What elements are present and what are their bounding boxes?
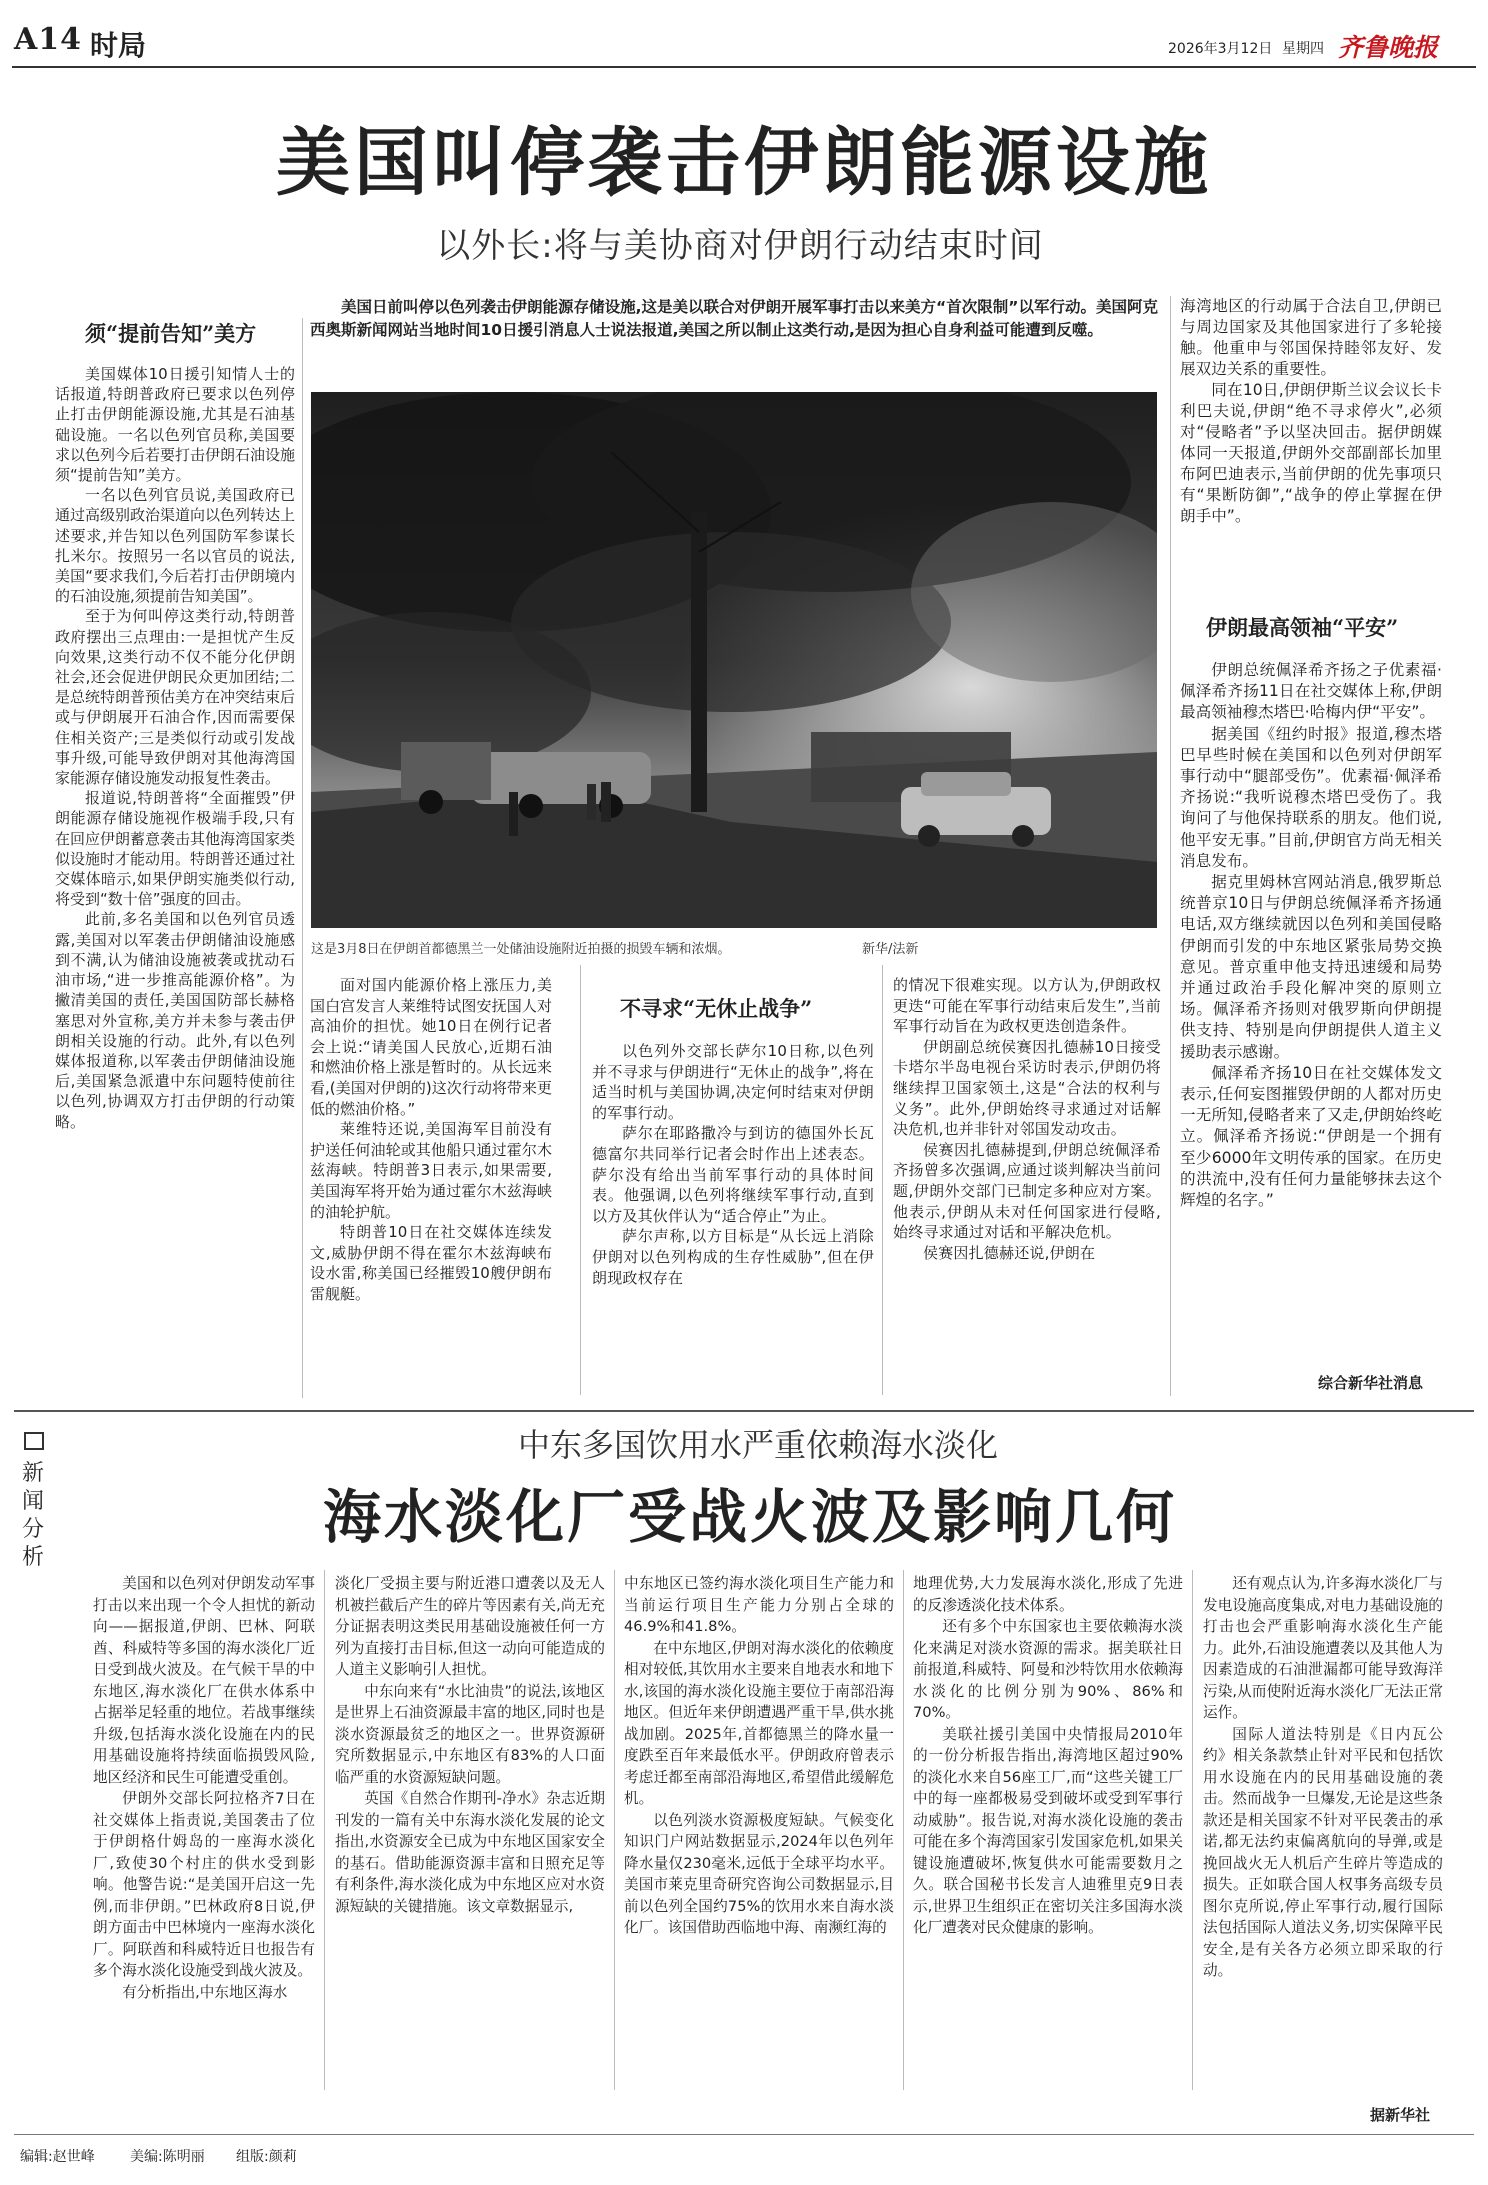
- column-e-bottom: [1180, 660, 1442, 1370]
- column-divider: [324, 1570, 325, 2090]
- subhead-leader-safe: 伊朗最高领袖“平安”: [1206, 615, 1399, 640]
- paragraph: 美国和以色列对伊朗发动军事打击以来出现一个令人担忧的新动向——据报道,伊朗、巴林、阿联酋、科威特等多国的海水淡化厂近日受到战火波及。在气候干旱的中东地区,海水淡化厂在供水体系中占据举足轻重的地位。若战事继续升级,包括海水淡化设施在内的民用基础设施将持续面临损毁风险,地区经济和民生可能遭受重创。: [93, 1575, 315, 1786]
- column-b: [310, 975, 552, 1395]
- story-source-2: 据新华社: [1370, 2106, 1431, 2124]
- paragraph: 淡化厂受损主要与附近港口遭袭以及无人机被拦截后产生的碎片等因素有关,尚无充分证据表明这类民用基础设施被任何一方列为直接打击目标,但这一动向可能造成的人道主义影响引人担忧。: [335, 1575, 605, 1678]
- issue-weekday: 星期四: [1282, 41, 1324, 57]
- analysis-column-3: [624, 1573, 894, 2091]
- analysis-column-5: [1203, 1573, 1443, 2091]
- paragraph: 美联社援引美国中央情报局2010年的一份分析报告指出,海湾地区超过90%的淡化水来自56座工厂,而“这些关键工厂中的每一座都极易受到破坏或受到军事行动威胁”。报告说,对海水淡化设施的袭击可能在多个海湾国家引发国家危机,如果关键设施遭破坏,恢复供水可能需要数月之久。联合国秘书长发言人迪雅里克9日表示,世界卫生组织正在密切关注多国海水淡化厂遭袭对民众健康的影响。: [913, 1725, 1183, 1936]
- paragraph: 佩泽希齐扬10日在社交媒体发文表示,任何妄图摧毁伊朗的人都对历史一无所知,侵略者来了又走,伊朗始终屹立。佩泽希齐扬说:“伊朗是一个拥有至少6000年文明传承的国家。在历史的洪流中,没有任何力量能够抹去这个辉煌的名字。”: [1180, 1063, 1442, 1210]
- column-divider: [1170, 296, 1171, 1396]
- column-divider: [1192, 1570, 1193, 2090]
- analysis-column-4: [913, 1573, 1183, 2091]
- news-analysis-icon: [24, 1432, 44, 1450]
- photo-caption: 这是3月8日在伊朗首都德黑兰一处储油设施附近拍摄的损毁车辆和浓烟。: [311, 942, 731, 957]
- headline: 美国叫停袭击伊朗能源设施: [276, 120, 1212, 206]
- footer-layout: 组版:颜莉: [236, 2149, 297, 2165]
- paragraph: 的情况下很难实现。以方认为,伊朗政权更迭“可能在军事行动结束后发生”,当前军事行动旨在为政权更迭创造条件。: [893, 976, 1161, 1036]
- subheadline: 以外长:将与美协商对伊朗行动结束时间: [436, 226, 1044, 266]
- paragraph: 伊朗副总统侯赛因扎德赫10日接受卡塔尔半岛电视台采访时表示,伊朗仍将继续捍卫国家领土,这是“合法的权利与义务”。此外,伊朗始终寻求通过对话解决危机,也并非针对邻国发动攻击。: [893, 1037, 1161, 1139]
- paragraph: 特朗普10日在社交媒体连续发文,威胁伊朗不得在霍尔木兹海峡布设水雷,称美国已经摧毁10艘伊朗布雷舰艇。: [310, 1223, 552, 1303]
- headline-2: 海水淡化厂受战火波及影响几何: [322, 1483, 1177, 1551]
- paragraph: 以色列外交部长萨尔10日称,以色列并不寻求与伊朗进行“无休止的战争”,将在适当时机与美国协调,决定何时结束对伊朗的军事行动。: [592, 1042, 874, 1122]
- paragraph: 还有观点认为,许多海水淡化厂与发电设施高度集成,对电力基础设施的打击也会严重影响海水淡化生产能力。此外,石油设施遭袭以及其他人为因素造成的石油泄漏都可能导致海洋污染,从而使附近海水淡化厂无法正常运作。: [1203, 1575, 1443, 1721]
- paragraph: 中东向来有“水比油贵”的说法,该地区是世界上石油资源最丰富的地区,同时也是淡水资源最贫乏的地区之一。世界资源研究所数据显示,中东地区有83%的人口面临严重的水资源短缺问题。: [335, 1682, 605, 1786]
- subhead-notify: 须“提前告知”美方: [85, 321, 257, 346]
- story-source: 综合新华社消息: [1318, 1374, 1424, 1392]
- paragraph: 海湾地区的行动属于合法自卫,伊朗已与周边国家及其他国家进行了多轮接触。他重申与邻国保持睦邻友好、发展双边关系的重要性。: [1180, 297, 1442, 378]
- paragraph: 以色列淡水资源极度短缺。气候变化知识门户网站数据显示,2024年以色列年降水量仅230毫米,远低于全球平均水平。美国市莱克里奇研究咨询公司数据显示,目前以色列全国约75%的饮用水来自海水淡化厂。该国借助西临地中海、南濒红海的: [624, 1811, 894, 1936]
- paragraph: 据美国《纽约时报》报道,穆杰塔巴早些时候在美国和以色列对伊朗军事行动中“腿部受伤”。优素福·佩泽希齐扬说:“我听说穆杰塔巴受伤了。我询问了与他保持联系的朋友。他们说,他平安无事。”目前,伊朗官方尚无相关消息发布。: [1180, 724, 1442, 870]
- analysis-column-2: [335, 1573, 605, 2091]
- column-divider: [882, 965, 883, 1395]
- paragraph: 此前,多名美国和以色列官员透露,美国对以军袭击伊朗储油设施感到不满,认为储油设施被袭或扰动石油市场,“进一步推高能源价格”。为撇清美国的责任,美国国防部长赫格塞思对外宣称,美方并未参与袭击伊朗相关设施的行动。此外,有以色列媒体报道称,以军袭击伊朗储油设施后,美国紧急派遣中东问题特使前往以色列,协调双方打击伊朗的行动策略。: [55, 910, 295, 1131]
- paragraph: 英国《自然合作期刊-净水》杂志近期刊发的一篇有关中东海水淡化发展的论文指出,水资源安全已成为中东地区国家安全的基石。借助能源资源丰富和日照充足等有利条件,海水淡化成为中东地区应对水资源短缺的关键措施。该文章数据显示,: [335, 1790, 605, 1915]
- column-divider: [614, 1570, 615, 2090]
- paragraph: 同在10日,伊朗伊斯兰议会议长卡利巴夫说,伊朗“绝不寻求停火”,必须对“侵略者”予以坚决回击。据伊朗媒体同一天报道,伊朗外交部副部长加里布阿巴迪表示,当前伊朗的优先事项只有“果断防御”,“战争的停止掌握在伊朗手中”。: [1180, 381, 1442, 525]
- story-separator: [14, 1410, 1474, 1412]
- paragraph: 萨尔在耶路撒冷与到访的德国外长瓦德富尔共同举行记者会时作出上述表态。萨尔没有给出当前军事行动的具体时间表。他强调,以色列将继续军事行动,直到以方及其伙伴认为“适合停止”为止。: [592, 1124, 874, 1225]
- subhead-no-endless-war: 不寻求“无休止战争”: [620, 996, 813, 1021]
- footer-editor: 编辑:赵世峰: [20, 2149, 95, 2165]
- lead-text: 美国日前叫停以色列袭击伊朗能源存储设施,这是美以联合对伊朗开展军事打击以来美方“首次限制”以军行动。美国阿克西奥斯新闻网站当地时间10日援引消息人士说法报道,美国之所以制止这类行动,是因为担心自身利益可能遭到反噬。: [310, 298, 1158, 339]
- issue-date: 2026年3月12日: [1168, 41, 1273, 57]
- column-e-top: [1180, 296, 1442, 596]
- column-divider: [903, 1570, 904, 2090]
- news-photo: [311, 392, 1157, 928]
- section-name: 时局: [90, 29, 147, 62]
- column-a: [55, 318, 295, 1398]
- paragraph: 国际人道法特别是《日内瓦公约》相关条款禁止针对平民和包括饮用水设施在内的民用基础设施的袭击。然而战争一旦爆发,无论是这些条款还是相关国家不针对平民袭击的承诺,都无法约束偏离航向的导弹,或是挽回战火无人机后产生碎片等造成的损失。正如联合国人权事务高级专员图尔克所说,停止军事行动,履行国际法包括国际人道法义务,切实保障平民安全,是有关各方必须立即采取的行动。: [1203, 1725, 1443, 1979]
- paragraph: 莱维特还说,美国海军目前没有护送任何油轮或其他船只通过霍尔木兹海峡。特朗普3日表示,如果需要,美国海军将开始为通过霍尔木兹海峡的油轮护航。: [310, 1120, 552, 1221]
- footer-rule: [14, 2134, 1474, 2135]
- paragraph: 据克里姆林宫网站消息,俄罗斯总统普京10日与伊朗总统佩泽希齐扬通电话,双方继续就因以色列和美国侵略伊朗而引发的中东地区紧张局势交换意见。普京重申他支持迅速缓和局势并通过政治手段化解冲突的原则立场。佩泽希齐扬则对俄罗斯向伊朗提供支持、特别是向伊朗提供人道主义援助表示感谢。: [1180, 873, 1442, 1061]
- news-analysis-tag: 新闻分析: [22, 1461, 45, 1570]
- paragraph: 至于为何叫停这类行动,特朗普政府摆出三点理由:一是担忧产生反向效果,这类行动不仅不能分化伊朗社会,还会促进伊朗民众更加团结;二是总统特朗普预估美方在冲突结束后或与伊朗展开石油合作,因而需要保住相关资产;三是类似行动或引发战事升级,可能导致伊朗对其他海湾国家能源存储设施发动报复性袭击。: [55, 607, 295, 788]
- smoke-scene-photo: [311, 392, 1157, 928]
- page-number: A14: [14, 22, 83, 57]
- header-rule: [12, 66, 1476, 68]
- paragraph: 侯赛因扎德赫提到,伊朗总统佩泽希齐扬曾多次强调,应通过谈判解决当前问题,伊朗外交部门已制定多种应对方案。他表示,伊朗从未对任何国家进行侵略,始终寻求通过对话和平解决危机。: [893, 1140, 1161, 1242]
- column-divider: [302, 318, 303, 1398]
- paragraph: 还有多个中东国家也主要依赖海水淡化来满足对淡水资源的需求。据美联社日前报道,科威特、阿曼和沙特饮用水依赖海水淡化的比例分别为90%、86%和70%。: [913, 1618, 1183, 1721]
- brand-logo: 齐鲁晚报: [1338, 33, 1439, 62]
- paragraph: 萨尔声称,以方目标是“从长远上消除伊朗对以色列构成的生存性威胁”,但在伊朗现政权存在: [592, 1227, 874, 1287]
- paragraph: 伊朗外交部长阿拉格齐7日在社交媒体上指责说,美国袭击了位于伊朗格什姆岛的一座海水淡化厂,致使30个村庄的供水受到影响。他警告说:“是美国开启这一先例,而非伊朗。”巴林政府8日说,伊朗方面击中巴林境内一座海水淡化厂。阿联酋和科威特近日也报告有多个海水淡化设施受到战火波及。: [93, 1790, 315, 1979]
- paragraph: 面对国内能源价格上涨压力,美国白宫发言人莱维特试图安抚国人对高油价的担忧。她10日在例行记者会上说:“请美国人民放心,近期石油和燃油价格上涨是暂时的。从长远来看,(美国对伊朗的)这次行动将带来更低的燃油价格。”: [310, 976, 552, 1118]
- paragraph: 在中东地区,伊朗对海水淡化的依赖度相对较低,其饮用水主要来自地表水和地下水,该国的海水淡化设施主要位于南部沿海地区。但近年来伊朗遭遇严重干旱,供水挑战加剧。2025年,首都德黑兰的降水量一度跌至百年来最低水平。伊朗政府曾表示考虑迁都至南部沿海地区,希望借此缓解危机。: [624, 1639, 894, 1807]
- column-d: [893, 975, 1161, 1395]
- footer-art: 美编:陈明丽: [130, 2149, 205, 2165]
- analysis-column-1: [93, 1573, 315, 2091]
- paragraph: 美国媒体10日援引知情人士的话报道,特朗普政府已要求以色列停止打击伊朗能源设施,尤其是石油基础设施。一名以色列官员称,美国要求以色列今后若要打击伊朗石油设施须“提前告知”美方。: [55, 365, 295, 485]
- paragraph: 报道说,特朗普将“全面摧毁”伊朗能源存储设施视作极端手段,只有在回应伊朗蓄意袭击其他海湾国家类似设施时才能动用。特朗普还通过社交媒体暗示,如果伊朗实施类似行动,将受到“数十倍”强度的回击。: [55, 789, 295, 909]
- paragraph: 侯赛因扎德赫还说,伊朗在: [923, 1243, 1096, 1262]
- column-divider: [580, 965, 581, 1395]
- photo-credit: 新华/法新: [862, 942, 919, 957]
- paragraph: 一名以色列官员说,美国政府已通过高级别政治渠道向以色列转达上述要求,并告知以色列国防军参谋长扎米尔。按照另一名以官员的说法,美国“要求我们,今后若打击伊朗境内的石油设施,须提前告知美国”。: [55, 486, 295, 606]
- kicker: 中东多国饮用水严重依赖海水淡化: [517, 1426, 998, 1464]
- lead-paragraph: [310, 296, 1158, 378]
- column-c: [592, 985, 874, 1395]
- paragraph: 中东地区已签约海水淡化项目生产能力和当前运行项目生产能力分别占全球的46.9%和41.8%。: [624, 1575, 894, 1635]
- paragraph: 地理优势,大力发展海水淡化,形成了先进的反渗透淡化技术体系。: [913, 1575, 1183, 1614]
- paragraph: 伊朗总统佩泽希齐扬之子优素福·佩泽希齐扬11日在社交媒体上称,伊朗最高领袖穆杰塔巴·哈梅内伊“平安”。: [1180, 661, 1442, 722]
- paragraph: 有分析指出,中东地区海水: [122, 1983, 288, 2001]
